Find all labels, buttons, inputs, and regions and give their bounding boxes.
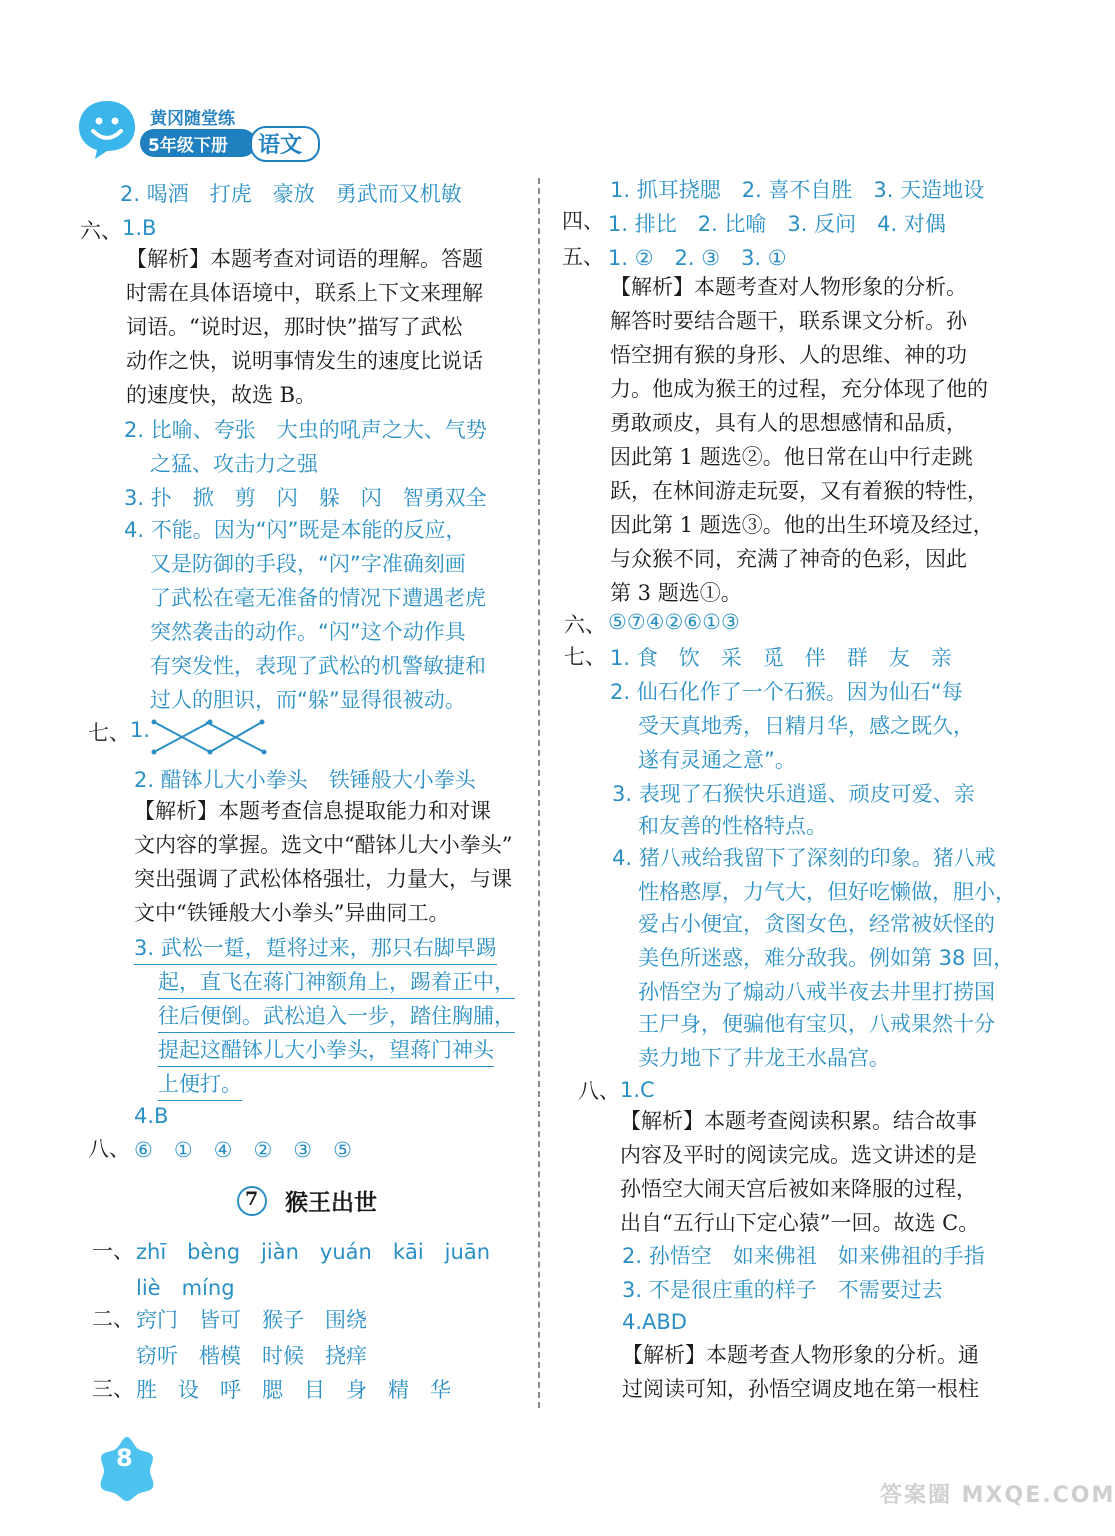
explanation-line: 【解析】本题考查人物形象的分析。通	[622, 1343, 979, 1367]
answer-line: 往后便倒。武松追入一步，踏住胸脯，	[158, 1000, 515, 1033]
answer-line: 2. 比喻、夸张 大虫的吼声之大、气势	[124, 418, 487, 442]
explanation-line: 文内容的掌握。选文中“醋钵儿大小拳头”	[134, 833, 513, 857]
explanation-line: 孙悟空大闹天宫后被如来降服的过程，	[620, 1177, 977, 1201]
answer-line: 有突发性，表现了武松的机警敏捷和	[150, 654, 486, 678]
answer-line: 过人的胆识，而“躲”显得很被动。	[150, 688, 466, 712]
answer-line: 受天真地秀，日精月华，感之既久，	[638, 714, 974, 738]
answer-line: 孙悟空为了煽动八戒半夜去井里打捞国	[638, 980, 995, 1004]
answer-line: 4. 不能。因为“闪”既是本能的反应，	[124, 518, 467, 542]
explanation-line: 解答时要结合题干，联系课文分析。孙	[610, 309, 967, 333]
answer-line: 3. 扑 掀 剪 闪 躲 闪 智勇双全	[124, 486, 487, 510]
answer-line: 起，直飞在蒋门神额角上，踢着正中，	[158, 966, 515, 999]
answer-line: 3. 表现了石猴快乐逍遥、顽皮可爱、亲	[612, 782, 975, 806]
section-number: 七、	[564, 645, 606, 669]
answer-line: ⑤⑦④②⑥①③	[608, 610, 740, 634]
explanation-line: 与众猴不同，充满了神奇的色彩，因此	[610, 547, 967, 571]
answer-line: 性格憨厚，力气大，但好吃懒做，胆小，	[638, 880, 1016, 904]
answer-line: 1. 食 饮 采 觅 伴 群 友 亲	[610, 646, 952, 670]
explanation-line: 【解析】本题考查阅读积累。结合故事	[620, 1109, 977, 1133]
answer-line: 1. 排比 2. 比喻 3. 反问 4. 对偶	[608, 212, 946, 236]
answer-line: 3. 不是很庄重的样子 不需要过去	[622, 1278, 943, 1302]
explanation-line: 力。他成为猴王的过程，充分体现了他的	[610, 377, 988, 401]
answer-line: 4. 猪八戒给我留下了深刻的印象。猪八戒	[612, 846, 996, 870]
section-number: 七、	[88, 721, 130, 745]
watermark: 答案圈 MXQE.COM	[880, 1483, 1115, 1508]
answer-line: 2. 醋钵儿大小拳头 铁锤般大小拳头	[134, 768, 476, 792]
section-number: 四、	[562, 209, 604, 233]
explanation-line: 跃，在林间游走玩耍，又有着猴的特性，	[610, 479, 988, 503]
answer-line: 2. 仙石化作了一个石猴。因为仙石“每	[610, 680, 963, 704]
brand-name: 黄冈随堂练	[150, 109, 235, 129]
explanation-line: 【解析】本题考查对人物形象的分析。	[610, 275, 967, 299]
answer-line: 又是防御的手段，“闪”字准确刻画	[150, 552, 466, 576]
section-number: 八、	[88, 1137, 130, 1161]
subject-label: 语文	[258, 133, 303, 158]
answer-line: 王尸身，便骗他有宝贝，八戒果然十分	[638, 1012, 995, 1036]
answer-line: 窃听 楷模 时候 挠痒	[136, 1344, 367, 1368]
answer-line: 2. 孙悟空 如来佛祖 如来佛祖的手指	[622, 1244, 985, 1268]
lesson-number: 7	[245, 1188, 259, 1210]
explanation-line: 出自“五行山下定心猿”一回。故选 C。	[620, 1211, 980, 1235]
answer-line: 和友善的性格特点。	[638, 814, 827, 838]
answer-line: 突然袭击的动作。“闪”这个动作具	[150, 620, 466, 644]
section-number: 六、	[80, 219, 122, 243]
answer-line: 窍门 皆可 猴子 围绕	[136, 1308, 367, 1332]
explanation-line: 因此第 1 题选③。他的出生环境及经过，	[610, 513, 994, 537]
answer-line: 1. 抓耳挠腮 2. 喜不自胜 3. 天造地设	[610, 178, 985, 202]
answer-line: 提起这醋钵儿大小拳头，望蒋门神头	[158, 1034, 494, 1067]
explanation-line: 的速度快，故选 B。	[126, 383, 317, 407]
section-number: 三、	[92, 1377, 134, 1401]
explanation-line: 【解析】本题考查信息提取能力和对课	[134, 799, 491, 823]
page-number: 8	[116, 1444, 133, 1472]
explanation-line: 勇敢顽皮，具有人的思想感情和品质，	[610, 411, 967, 435]
explanation-line: 文中“铁锤般大小拳头”异曲同工。	[134, 901, 450, 925]
grade-label: 5年级下册	[148, 136, 228, 156]
answer-line: 4.B	[134, 1104, 169, 1128]
answer-line: 美色所迷惑，难分敌我。例如第 38 回，	[638, 946, 1015, 970]
answer-line: 1. ② 2. ③ 3. ①	[608, 246, 787, 270]
lesson-title: 猴王出世	[285, 1189, 377, 1216]
explanation-line: 【解析】本题考查对词语的理解。答题	[126, 247, 483, 271]
answer-line: 之猛、攻击力之强	[150, 452, 318, 476]
answer-line: 3. 武松一踅，踅将过来，那只右脚早踢	[134, 932, 497, 965]
answer-line: 1.	[130, 718, 151, 742]
column-divider	[538, 178, 540, 1408]
explanation-line: 第 3 题选①。	[610, 581, 742, 605]
answer-line: 1.B	[122, 216, 157, 240]
explanation-line: 动作之快，说明事情发生的速度比说话	[126, 349, 483, 373]
section-number: 八、	[578, 1079, 620, 1103]
section-number: 六、	[564, 613, 606, 637]
answer-line: 上便打。	[158, 1068, 242, 1101]
section-number: 一、	[92, 1239, 134, 1263]
answer-line: 爱占小便宜，贪图女色，经常被妖怪的	[638, 912, 995, 936]
answer-line: 卖力地下了井龙王水晶宫。	[638, 1046, 890, 1070]
answer-line: 胜 设 呼 腮 目 身 精 华	[136, 1378, 451, 1402]
answer-line: 1.C	[620, 1078, 655, 1102]
answer-line: ⑥ ① ④ ② ③ ⑤	[134, 1138, 352, 1162]
answer-line: zhī bèng jiàn yuán kāi juān	[136, 1240, 491, 1264]
matching-lines-drawing	[150, 718, 270, 758]
answer-line: liè míng	[136, 1276, 235, 1300]
explanation-line: 过阅读可知，孙悟空调皮地在第一根柱	[622, 1377, 979, 1401]
explanation-line: 因此第 1 题选②。他日常在山中行走跳	[610, 445, 973, 469]
explanation-line: 内容及平时的阅读完成。选文讲述的是	[620, 1143, 977, 1167]
explanation-line: 时需在具体语境中，联系上下文来理解	[126, 281, 483, 305]
section-number: 五、	[562, 245, 604, 269]
section-number: 二、	[92, 1307, 134, 1331]
explanation-line: 词语。“说时迟，那时快”描写了武松	[126, 315, 463, 339]
answer-line: 了武松在毫无准备的情况下遭遇老虎	[150, 586, 486, 610]
explanation-line: 突出强调了武松体格强壮，力量大，与课	[134, 867, 512, 891]
explanation-line: 悟空拥有猴的身形、人的思维、神的功	[610, 343, 967, 367]
answer-line: 2. 喝酒 打虎 豪放 勇武而又机敏	[120, 182, 462, 206]
smiley-logo-icon	[75, 97, 139, 161]
answer-line: 4.ABD	[622, 1310, 687, 1334]
answer-line: 遂有灵通之意”。	[638, 748, 796, 772]
